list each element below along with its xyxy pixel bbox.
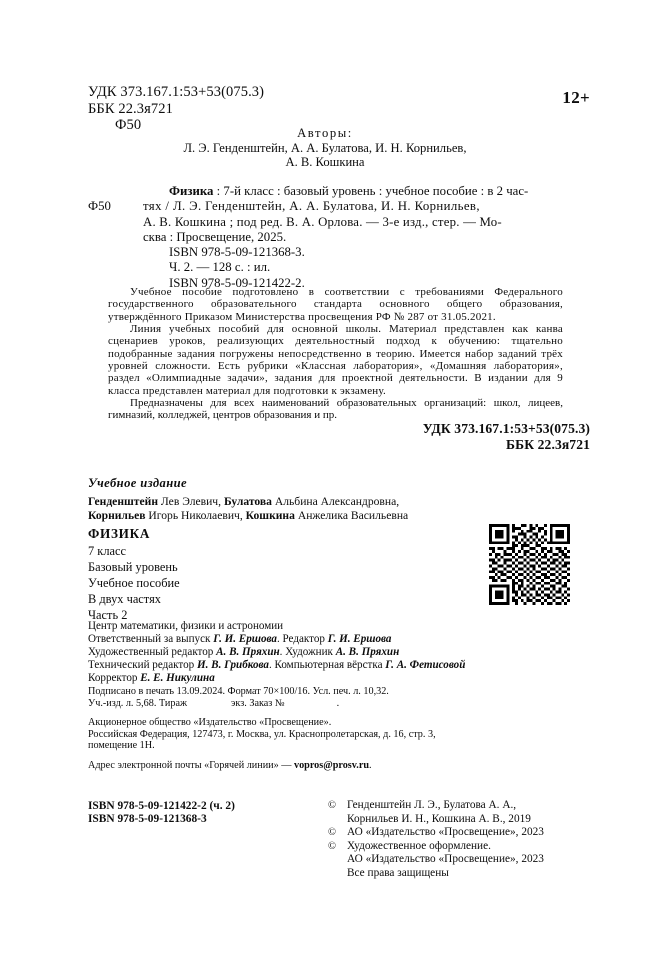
hotline-email-block — [88, 760, 538, 772]
copyright-authors-line-1: Генденштейн Л. Э., Булатова А. А., — [347, 799, 517, 811]
bbk-code-top: ББК 22.3я721 — [88, 100, 173, 117]
book-meta-part-number: Часть 2 — [88, 608, 128, 623]
edition-author-given-2: Альбина Александровна, — [271, 495, 400, 508]
credits-artist-label: . Художник — [279, 646, 336, 659]
copyright-item-2 — [328, 826, 544, 840]
credits-tech-editor-name: И. В. Грибкова — [197, 659, 269, 672]
copyright-item-2-text — [347, 826, 544, 840]
biblio-line-1 — [143, 184, 568, 199]
publisher-name: Акционерное общество «Издательство «Просвещение». — [88, 717, 332, 729]
copyright-rights-reserved: Все права защищены — [347, 866, 449, 879]
hotline-email-address[interactable]: vopros@prosv.ru — [293, 759, 370, 771]
credits-editor-label: . Редактор — [276, 633, 328, 646]
credits-responsible — [88, 633, 558, 646]
biblio-title: Физика — [169, 184, 214, 198]
credits-tech-editor-label: Технический редактор — [88, 659, 197, 672]
publisher-address-block — [88, 717, 538, 752]
isbn-part-2: ISBN 978-5-09-121422-2 (ч. 2) — [88, 800, 235, 812]
udk-code-bottom: УДК 373.167.1:53+53(075.3) — [422, 421, 590, 436]
edition-author-surname-4: Кошкина — [245, 509, 295, 522]
publisher-address-2: помещение 1Н. — [88, 740, 155, 752]
edition-author-given-1: Лев Элевич, — [158, 495, 224, 508]
authors-line-1: Л. Э. Генденштейн, А. А. Булатова, И. Н. Корнильев, — [183, 140, 467, 155]
credits-editor-name: Г. И. Ершова — [327, 633, 392, 646]
book-meta-parts: В двух частях — [88, 592, 161, 607]
credits-responsible-name: Г. И. Ершова — [213, 633, 277, 646]
copyright-symbol-icon-3: © — [328, 840, 336, 852]
credits-proofreader-name: Е. Е. Никулина — [140, 672, 215, 685]
hotline-email-line — [88, 760, 538, 772]
annotation-paragraph-3: Предназначены для всех наименований образовательных организаций: школ, лицеев, гимназий, колледжей, центров образования и пр. — [108, 397, 563, 422]
edition-author-given-3: Игорь Николаевич, — [145, 509, 246, 522]
biblio-line-3: А. В. Кошкина ; под ред. В. А. Орлова. — 3-е изд., стер. — Мо- — [143, 214, 502, 229]
copyright-authors-line-2: Корнильев И. Н., Кошкина А. В., 2019 — [347, 812, 531, 825]
copyright-symbol-icon-2: © — [328, 827, 336, 838]
print-signed-line: Подписано в печать 13.09.2024. Формат 70×100/16. Усл. печ. л. 10,32. — [88, 686, 389, 697]
print-order-period: . — [336, 697, 340, 709]
production-credits — [88, 620, 558, 685]
biblio-part-info: Ч. 2. — 128 с. : ил. — [169, 260, 271, 275]
book-meta-block — [88, 543, 180, 623]
copyright-item-3-text — [347, 840, 544, 881]
print-run-label: Уч.-изд. л. 5,68. Тираж — [88, 697, 188, 709]
copyright-publisher-line: АО «Издательство «Просвещение», 2023 — [347, 826, 544, 838]
edition-author-surname-3: Корнильев — [88, 509, 146, 522]
book-meta-type: Учебное пособие — [88, 576, 180, 591]
edition-author-line-2 — [88, 509, 498, 523]
copyright-symbol-icon: © — [328, 800, 336, 811]
publisher-address: Российская Федерация, 127473, г. Москва, ул. Краснопролетарская, д. 16, стр. 3, — [88, 728, 436, 740]
age-rating-badge: 12+ — [562, 88, 590, 107]
authors-block — [110, 126, 540, 170]
authors-line-2: А. В. Кошкина — [285, 155, 365, 170]
biblio-line-4: сква : Просвещение, 2025. — [143, 229, 287, 244]
credits-art-editor — [88, 646, 558, 659]
edition-author-line-1 — [88, 495, 498, 509]
copyright-block — [328, 799, 544, 880]
isbn-footer — [88, 800, 235, 827]
udk-code-top: УДК 373.167.1:53+53(075.3) — [88, 84, 265, 100]
book-meta-grade: 7 класс — [88, 544, 126, 558]
credits-artist-name: А. В. Пряхин — [335, 646, 400, 659]
credits-proofreader — [88, 672, 558, 685]
shelf-mark-top: Ф50 — [115, 117, 142, 133]
edition-author-given-4: Анжелика Васильевна — [294, 509, 409, 522]
copyright-item-3 — [328, 840, 544, 881]
printing-data — [88, 686, 538, 772]
biblio-isbn-part: ISBN 978-5-09-121422-2. — [169, 275, 305, 290]
copyright-item-1 — [328, 799, 544, 826]
biblio-line-2: тях / Л. Э. Генденштейн, А. А. Булатова, И. Н. Корнильев, — [143, 199, 480, 214]
credits-tech-editor — [88, 659, 558, 672]
edition-authors — [88, 495, 498, 523]
copyright-design-line-1: Художественное оформление. — [347, 839, 491, 852]
print-run-line — [88, 698, 538, 710]
credits-responsible-label: Ответственный за выпуск — [88, 633, 214, 646]
biblio-isbn-main: ISBN 978-5-09-121368-3. — [169, 245, 305, 260]
annotation-paragraph-1: Учебное пособие подготовлено в соответствии с требованиями Федерального государственного образовательного стандарта основного общего образования, утверждённого Приказом Министерства просвещения РФ № 287 от 31.05.2021. — [108, 286, 563, 323]
biblio-line-1-rest: : 7-й класс : базовый уровень : учебное пособие : в 2 час- — [213, 184, 529, 198]
copyright-item-1-text — [347, 799, 531, 826]
print-order-label: экз. Заказ № — [231, 697, 285, 709]
hotline-email-period: . — [369, 759, 372, 771]
book-title: ФИЗИКА — [88, 526, 151, 541]
bibliographic-record — [88, 184, 568, 291]
authors-caption: Авторы: — [297, 126, 353, 140]
credits-center: Центр математики, физики и астрономии — [88, 620, 284, 632]
copyright-design-line-2: АО «Издательство «Просвещение», 2023 — [347, 853, 544, 865]
biblio-sigil: Ф50 — [88, 199, 111, 214]
classification-codes-bottom — [423, 421, 590, 452]
credits-proofreader-label: Корректор — [88, 672, 141, 685]
annotation-paragraph-2: Линия учебных пособий для основной школы. Материал представлен как канва сценариев уроков, реализующих деятельностный подход к обучению: тщательно подобранные задания погружены непосредственно в теорию. Имеется набор заданий трёх уровней сложности. Есть рубрики «Классная лаборатория», «Домашняя лаборатория», раздел «Олимпиадные задачи», задания для проектной деятельности. В издании для 9 класса представлен материал для подготовки к экзамену. — [108, 323, 563, 397]
isbn-set: ISBN 978-5-09-121368-3 — [88, 813, 207, 826]
edition-author-surname-2: Булатова — [223, 495, 272, 508]
edition-author-surname-1: Генденштейн — [88, 495, 158, 508]
credits-art-editor-name: А. В. Пряхин — [216, 646, 280, 659]
book-meta-level: Базовый уровень — [88, 560, 178, 575]
hotline-email-label: Адрес электронной почты «Горячей линии» — — [88, 759, 294, 771]
credits-art-editor-label: Художественный редактор — [88, 646, 217, 659]
qr-code-icon[interactable] — [489, 524, 570, 605]
bbk-code-bottom: ББК 22.3я721 — [506, 436, 590, 452]
credits-layout-label: . Компьютерная вёрстка — [268, 659, 386, 672]
edition-header: Учебное издание — [88, 476, 187, 490]
credits-layout-name: Г. А. Фетисовой — [385, 659, 466, 672]
annotation-block — [108, 286, 563, 422]
